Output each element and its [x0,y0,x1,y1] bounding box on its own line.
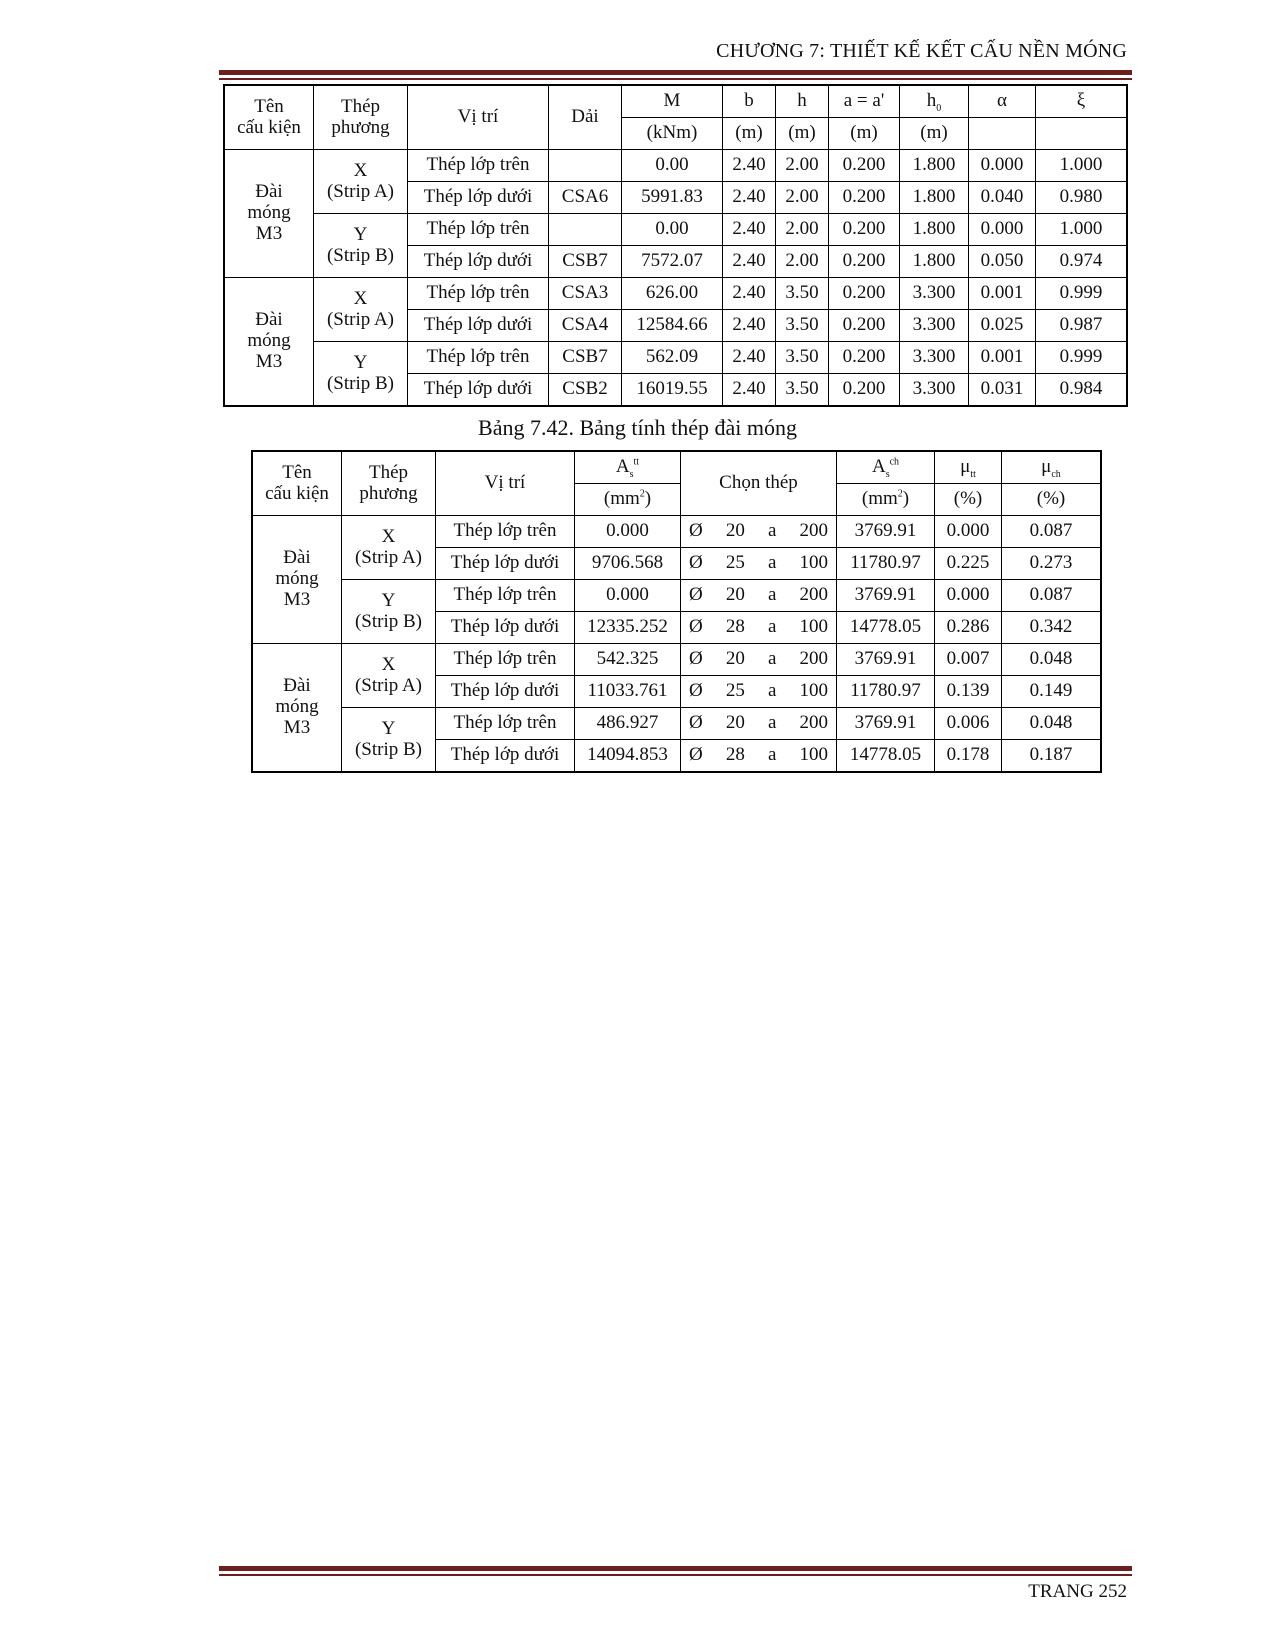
as-ch-cell: 3769.91 [837,580,935,612]
position-cell: Thép lớp dưới [436,612,575,644]
bar-spacing: 200 [799,520,828,542]
b-cell: 2.40 [723,150,776,182]
strip-cell: CSA4 [549,310,622,342]
direction-cell: Y (Strip B) [314,342,408,407]
header-as-tt: $A_s^{tt}$ [575,451,681,484]
alpha-cell: 0.031 [969,374,1036,407]
header-b: b [723,85,776,118]
xi-cell: 1.000 [1036,214,1128,246]
bar-spacing: 200 [799,712,828,734]
spacing-symbol: a [767,584,777,606]
moment-cell: 16019.55 [622,374,723,407]
position-cell: Thép lớp trên [408,342,549,374]
bar-diameter: 20 [725,520,745,542]
page-header-title: CHƯƠNG 7: THIẾT KẾ KẾT CẤU NỀN MÓNG [716,40,1127,62]
mu-ch-cell: 0.087 [1002,516,1102,548]
h-cell: 2.00 [776,246,829,278]
unit-xi [1036,118,1128,150]
footing-moment-table [223,84,1128,407]
header-strip: Dải [549,85,622,150]
header-direction: Thép phương [314,85,408,150]
bar-spacing: 200 [799,648,828,670]
spacing-symbol: a [767,648,777,670]
table-row [252,516,1101,548]
position-cell: Thép lớp dưới [408,374,549,407]
h-cell: 3.50 [776,310,829,342]
header-mu-ch: $\mu_{ch}$ [1002,451,1102,484]
bar-spacing: 100 [799,552,828,574]
b-cell: 2.40 [723,374,776,407]
position-cell: Thép lớp trên [436,644,575,676]
xi-cell: 0.974 [1036,246,1128,278]
as-ch-cell: 3769.91 [837,708,935,740]
moment-cell: 7572.07 [622,246,723,278]
h0-cell: 3.300 [900,310,969,342]
strip-cell: CSA6 [549,182,622,214]
header-h0: $h_0$ [900,85,969,118]
header-member: Tên cấu kiện [252,451,342,516]
member-cell: Đài móng M3 [224,278,314,407]
spacing-symbol: a [767,616,777,638]
steel-choice-cell [681,676,837,708]
b-cell: 2.40 [723,342,776,374]
header-position: Vị trí [408,85,549,150]
h0-cell: 1.800 [900,214,969,246]
header-a: a = a' [829,85,900,118]
h0-cell: 3.300 [900,374,969,407]
b-cell: 2.40 [723,310,776,342]
mu-tt-cell: 0.007 [935,644,1002,676]
spacing-symbol: a [767,680,777,702]
strip-cell [549,214,622,246]
table-row [224,342,1127,374]
h-cell: 3.50 [776,374,829,407]
b-cell: 2.40 [723,246,776,278]
bar-spacing: 100 [799,616,828,638]
diameter-symbol: Ø [689,648,703,670]
moment-cell: 0.00 [622,214,723,246]
as-ch-cell: 3769.91 [837,516,935,548]
h-cell: 2.00 [776,214,829,246]
position-cell: Thép lớp trên [408,278,549,310]
spacing-symbol: a [767,744,777,766]
direction-cell: Y (Strip B) [314,214,408,278]
table-caption: Bảng 7.42. Bảng tính thép đài móng [478,415,797,440]
diameter-symbol: Ø [689,712,703,734]
as-ch-cell: 14778.05 [837,612,935,644]
moment-cell: 5991.83 [622,182,723,214]
bar-diameter: 28 [725,744,745,766]
header-direction: Thép phương [342,451,436,516]
direction-cell: X (Strip A) [314,278,408,342]
header-rule [219,70,1132,80]
unit-as-tt: $(mm^2)$ [575,484,681,516]
xi-cell: 0.999 [1036,278,1128,310]
as-ch-cell: 14778.05 [837,740,935,773]
direction-cell: X (Strip A) [342,516,436,580]
unit-mu-ch: (%) [1002,484,1102,516]
unit-as-ch: $(mm^2)$ [837,484,935,516]
member-cell: Đài móng M3 [224,150,314,278]
position-cell: Thép lớp trên [436,580,575,612]
as-ch-cell: 11780.97 [837,548,935,580]
direction-cell: Y (Strip B) [342,580,436,644]
spacing-symbol: a [767,712,777,734]
a-cell: 0.200 [829,374,900,407]
position-cell: Thép lớp dưới [408,310,549,342]
as-tt-cell: 486.927 [575,708,681,740]
steel-choice-cell [681,580,837,612]
header-mu-tt: $\mu_{tt}$ [935,451,1002,484]
mu-ch-cell: 0.149 [1002,676,1102,708]
as-tt-cell: 0.000 [575,580,681,612]
strip-cell [549,150,622,182]
mu-ch-cell: 0.087 [1002,580,1102,612]
unit-a: (m) [829,118,900,150]
as-tt-cell: 14094.853 [575,740,681,773]
position-cell: Thép lớp dưới [408,182,549,214]
diameter-symbol: Ø [689,744,703,766]
h0-cell: 3.300 [900,278,969,310]
table-row [252,580,1101,612]
footer-rule [219,1566,1132,1576]
unit-h: (m) [776,118,829,150]
direction-cell: X (Strip A) [314,150,408,214]
a-cell: 0.200 [829,310,900,342]
moment-cell: 626.00 [622,278,723,310]
as-ch-cell: 11780.97 [837,676,935,708]
a-cell: 0.200 [829,278,900,310]
b-cell: 2.40 [723,214,776,246]
mu-tt-cell: 0.286 [935,612,1002,644]
header-position: Vị trí [436,451,575,516]
strip-cell: CSB2 [549,374,622,407]
h0-cell: 3.300 [900,342,969,374]
diameter-symbol: Ø [689,584,703,606]
strip-cell: CSB7 [549,246,622,278]
header-as-ch: $A_s^{ch}$ [837,451,935,484]
alpha-cell: 0.000 [969,214,1036,246]
as-tt-cell: 0.000 [575,516,681,548]
xi-cell: 0.999 [1036,342,1128,374]
moment-cell: 0.00 [622,150,723,182]
moment-cell: 12584.66 [622,310,723,342]
as-tt-cell: 12335.252 [575,612,681,644]
h0-cell: 1.800 [900,182,969,214]
h0-cell: 1.800 [900,246,969,278]
as-ch-cell: 3769.91 [837,644,935,676]
header-alpha: α [969,85,1036,118]
diameter-symbol: Ø [689,520,703,542]
bar-diameter: 25 [725,552,745,574]
member-cell: Đài móng M3 [252,644,342,773]
mu-ch-cell: 0.342 [1002,612,1102,644]
alpha-cell: 0.001 [969,278,1036,310]
steel-choice-cell [681,644,837,676]
b-cell: 2.40 [723,278,776,310]
mu-tt-cell: 0.006 [935,708,1002,740]
h0-cell: 1.800 [900,150,969,182]
strip-cell: CSB7 [549,342,622,374]
bar-diameter: 28 [725,616,745,638]
steel-choice-cell [681,708,837,740]
alpha-cell: 0.050 [969,246,1036,278]
mu-tt-cell: 0.178 [935,740,1002,773]
position-cell: Thép lớp dưới [436,548,575,580]
diameter-symbol: Ø [689,680,703,702]
spacing-symbol: a [767,520,777,542]
header-choose-steel: Chọn thép [681,451,837,516]
unit-h0: (m) [900,118,969,150]
table-row [224,150,1127,182]
mu-ch-cell: 0.048 [1002,708,1102,740]
alpha-cell: 0.025 [969,310,1036,342]
b-cell: 2.40 [723,182,776,214]
member-cell: Đài móng M3 [252,516,342,644]
xi-cell: 1.000 [1036,150,1128,182]
diameter-symbol: Ø [689,552,703,574]
alpha-cell: 0.001 [969,342,1036,374]
unit-M: (kNm) [622,118,723,150]
header-M: M [622,85,723,118]
steel-choice-cell [681,548,837,580]
h-cell: 2.00 [776,150,829,182]
direction-cell: Y (Strip B) [342,708,436,773]
xi-cell: 0.980 [1036,182,1128,214]
footing-steel-table [251,450,1102,773]
mu-tt-cell: 0.139 [935,676,1002,708]
as-tt-cell: 11033.761 [575,676,681,708]
bar-spacing: 100 [799,680,828,702]
bar-spacing: 100 [799,744,828,766]
strip-cell: CSA3 [549,278,622,310]
table-row [252,644,1101,676]
table-row [252,708,1101,740]
position-cell: Thép lớp dưới [436,740,575,773]
position-cell: Thép lớp dưới [408,246,549,278]
steel-choice-cell [681,516,837,548]
bar-diameter: 25 [725,680,745,702]
xi-cell: 0.984 [1036,374,1128,407]
steel-choice-cell [681,612,837,644]
position-cell: Thép lớp trên [436,516,575,548]
a-cell: 0.200 [829,246,900,278]
a-cell: 0.200 [829,182,900,214]
table-header-row [224,85,1127,118]
position-cell: Thép lớp trên [408,150,549,182]
unit-alpha [969,118,1036,150]
steel-choice-cell [681,740,837,773]
position-cell: Thép lớp trên [436,708,575,740]
position-cell: Thép lớp dưới [436,676,575,708]
as-tt-cell: 9706.568 [575,548,681,580]
bar-diameter: 20 [725,584,745,606]
h-cell: 2.00 [776,182,829,214]
mu-ch-cell: 0.048 [1002,644,1102,676]
table-row [224,214,1127,246]
alpha-cell: 0.000 [969,150,1036,182]
mu-tt-cell: 0.000 [935,580,1002,612]
position-cell: Thép lớp trên [408,214,549,246]
a-cell: 0.200 [829,214,900,246]
spacing-symbol: a [767,552,777,574]
diameter-symbol: Ø [689,616,703,638]
a-cell: 0.200 [829,342,900,374]
mu-tt-cell: 0.225 [935,548,1002,580]
unit-b: (m) [723,118,776,150]
bar-diameter: 20 [725,712,745,734]
bar-diameter: 20 [725,648,745,670]
page-number: TRANG 252 [1028,1581,1127,1602]
table-row [224,278,1127,310]
moment-cell: 562.09 [622,342,723,374]
header-xi: ξ [1036,85,1128,118]
unit-mu-tt: (%) [935,484,1002,516]
h-cell: 3.50 [776,342,829,374]
direction-cell: X (Strip A) [342,644,436,708]
as-tt-cell: 542.325 [575,644,681,676]
header-h: h [776,85,829,118]
table-header-row [252,451,1101,484]
alpha-cell: 0.040 [969,182,1036,214]
h-cell: 3.50 [776,278,829,310]
bar-spacing: 200 [799,584,828,606]
mu-ch-cell: 0.187 [1002,740,1102,773]
header-member: Tên cấu kiện [224,85,314,150]
mu-ch-cell: 0.273 [1002,548,1102,580]
xi-cell: 0.987 [1036,310,1128,342]
a-cell: 0.200 [829,150,900,182]
mu-tt-cell: 0.000 [935,516,1002,548]
